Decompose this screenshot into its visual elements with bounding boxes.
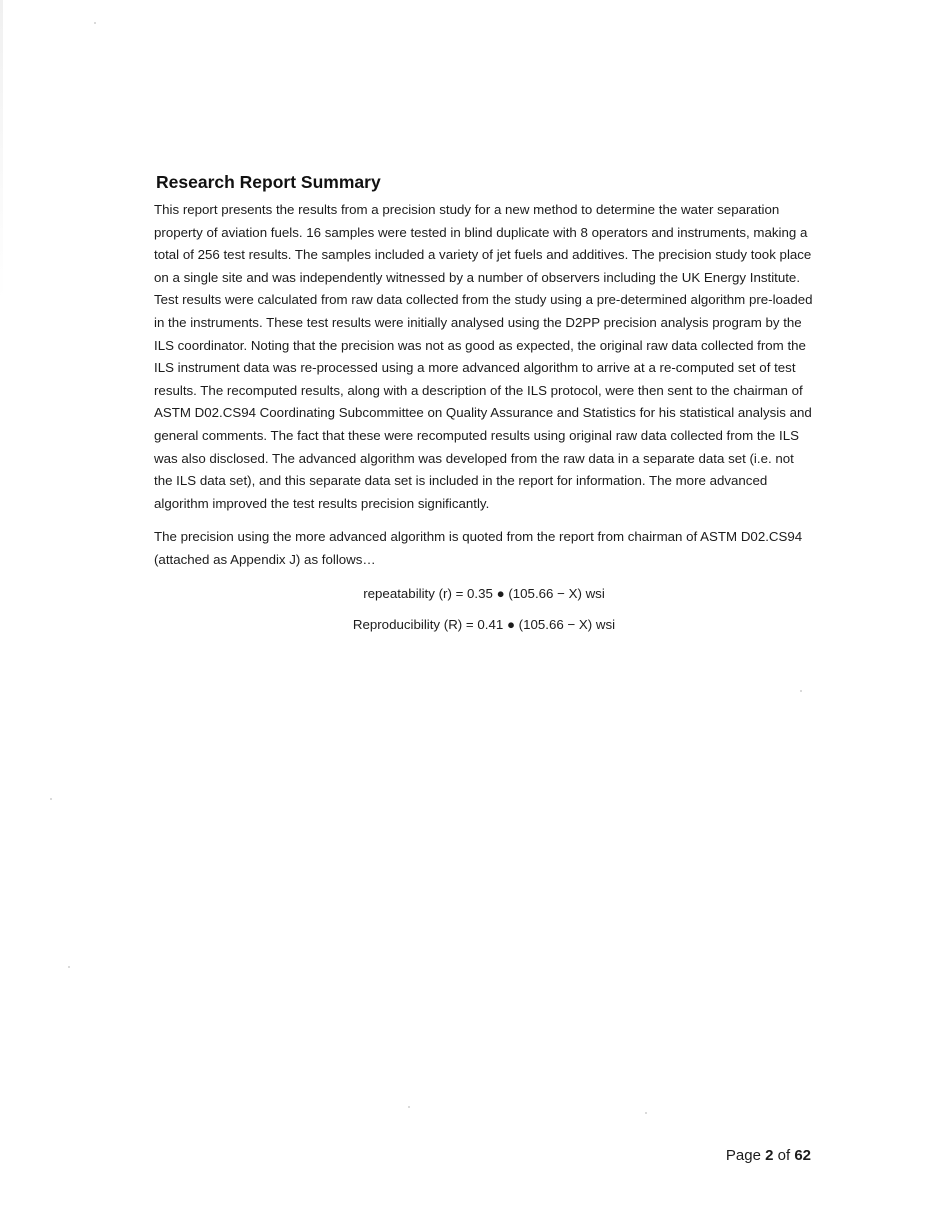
document-body [154,172,816,632]
scan-speck [50,798,52,800]
scan-speck [68,966,70,968]
scan-speck [645,1112,647,1114]
summary-paragraph: This report presents the results from a precision study for a new method to determine the water separation property of aviation fuels. 16 samples were tested in blind duplicate with 8 operators and instruments, making a total of 256 test results. The samples included a variety of jet fuels and additives. The precision study took place on a single site and was independently witnessed by a number of observers including the UK Energy Institute. Test results were calculated from raw data collected from the study using a pre-determined algorithm pre-loaded in the instruments. These test results were initially analysed using the D2PP precision analysis program by the ILS coordinator. Noting that the precision was not as good as expected, the original raw data collected from the ILS instrument data was re-processed using a more advanced algorithm to arrive at a re-computed set of test results. The recomputed results, along with a description of the ILS protocol, were then sent to the chairman of ASTM D02.CS94 Coordinating Subcommittee on Quality Assurance and Statistics for his statistical analysis and general comments. The fact that these were recomputed results using original raw data collected from the ILS was also disclosed. The advanced algorithm was developed from the raw data in a separate data set (i.e. not the ILS data set), and this separate data set is included in the report for information. The more advanced algorithm improved the test results precision significantly. [154,202,813,511]
page-number-prefix: Page [725,1147,766,1164]
page-number-separator: of [773,1147,795,1164]
repeatability-formula: repeatability (r) = 0.35 ● (105.66 − X) wsi [363,585,605,601]
page-number-current: 2 [765,1147,774,1164]
scan-speck [800,690,802,692]
page-title: Research Report Summary [156,172,381,192]
scan-speck [94,22,96,24]
reproducibility-formula: Reproducibility (R) = 0.41 ● (105.66 − X) wsi [352,616,616,632]
page-number-total: 62 [794,1147,811,1164]
scan-speck [408,1106,410,1108]
page-number [726,1147,811,1164]
scan-edge-shadow [0,0,3,300]
precision-intro-paragraph: The precision using the more advanced algorithm is quoted from the report from chairman of ASTM D02.CS94 (attached as Appendix J) as follows… [154,529,803,567]
